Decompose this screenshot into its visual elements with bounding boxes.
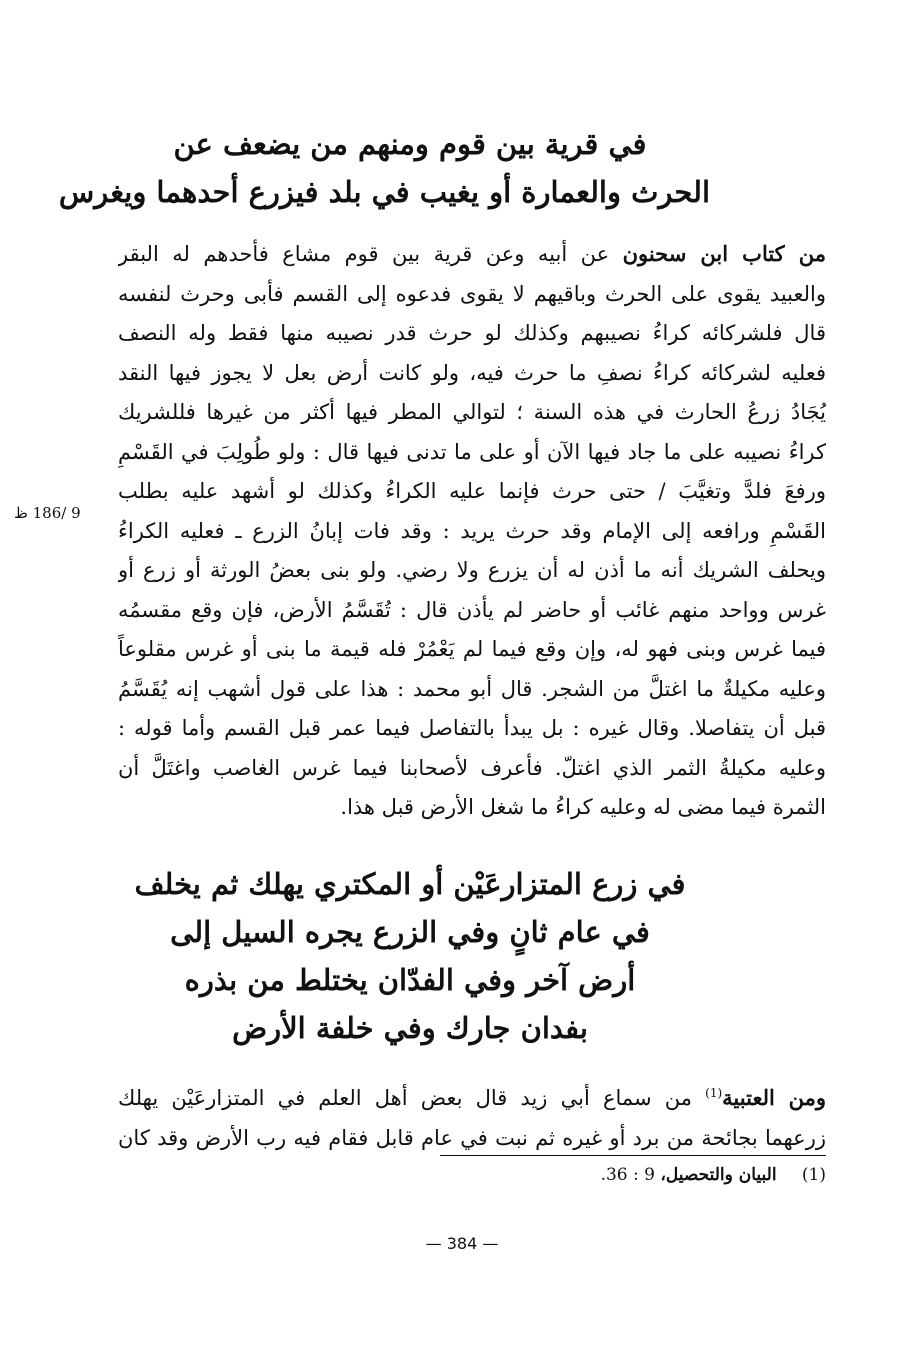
paragraph-line: فيما غرس وبنى فهو له، وإن وقع فيما لم يَعْمُرْ فله قيمة ما بنى أو غرس مقلوعاً xyxy=(118,637,826,661)
paragraph-line: يُجَادُ زرعُ الحارث في هذه السنة ؛ لتوالي المطر فيها أكثر من غيرها فللشريك xyxy=(118,400,826,424)
footnote-source: البيان والتحصيل، xyxy=(660,1165,777,1185)
heading-line: في عام ثانٍ وفي الزرع يجره السيل إلى xyxy=(170,915,650,949)
paragraph-line: وعليه مكيلةُ الثمر الذي اغتلّ. فأعرف لأصحابنا فيما غرس الغاصب واغتَلَّ أن xyxy=(118,755,826,780)
paragraph-line: غرس وواحد منهم غائب أو حاضر لم يأذن قال : تُقَسَّمُ الأرض، فإن وقع مقسمُه xyxy=(118,597,826,622)
source-label: من كتاب ابن سحنون xyxy=(622,241,826,266)
heading-line: أرض آخر وفي الفدّان يختلط من بذره xyxy=(184,963,636,997)
footnote xyxy=(440,1160,826,1190)
section-heading-1 xyxy=(58,120,710,216)
paragraph-1 xyxy=(118,234,826,828)
footnote-ref: (1) xyxy=(705,1086,723,1100)
heading-line: في قرية بين قوم ومنهم من يضعف عن xyxy=(173,127,647,161)
paragraph-line: الثمرة فيما مضى له وعليه كراءُ ما شغل الأرض قبل هذا. xyxy=(340,795,826,819)
paragraph-line: قال فلشركائه كراءُ نصيبهم وكذلك لو حرث قدر نصيبه منها فقط وله النصف xyxy=(118,321,826,345)
source-label: ومن العتبية xyxy=(722,1085,826,1110)
section-heading-2 xyxy=(110,860,710,1052)
paragraph-line: فعليه لشركائه كراءُ نصفِ ما حرث فيه، ولو كانت أرض بعل لا يجوز فيها النقد xyxy=(118,360,826,385)
footnote-divider xyxy=(440,1155,826,1156)
paragraph-line: كراءُ نصيبه على ما جاد فيها الآن أو على ما تدنى فيها قال : ولو طُولِبَ في القَسْمِ xyxy=(118,439,826,464)
paragraph-line: القَسْمِ ورافعه إلى الإمام وقد حرث يريد : وقد فات إبانُ الزرع ـ فعليه الكراءُ xyxy=(118,518,826,543)
paragraph-line: ويحلف الشريك أنه ما أذن له أن يزرع ولا رضي. ولو بنى بعضُ الورثة أو زرع أو xyxy=(118,558,826,582)
footnote-reference: 9 : 36. xyxy=(600,1165,655,1185)
paragraph-line xyxy=(118,1074,826,1119)
paragraph-line: ورفعَ فلدَّ وتغيَّبَ / حتى حرث فإنما عليه الكراءُ وكذلك لو أشهد عليه بطلب xyxy=(118,479,826,503)
heading-line: الحرث والعمارة أو يغيب في بلد فيزرع أحدهما ويغرس xyxy=(58,175,710,209)
paragraph-2 xyxy=(118,1074,826,1158)
page-number: — 384 — xyxy=(425,1234,499,1253)
line-text: عن أبيه وعن قرية بين قوم مشاع فأحدهم له البقر xyxy=(118,242,610,266)
heading-line: بفدان جارك وفي خلفة الأرض xyxy=(232,1011,588,1045)
line-text: من سماع أبي زيد قال بعض أهل العلم في المتزارعَيْن يهلك xyxy=(118,1086,692,1110)
manuscript-folio-note: 9 /186 ظ xyxy=(14,504,81,522)
footnote-number: (1) xyxy=(801,1165,826,1185)
paragraph-line: والعبيد يقوى على الحرث وباقيهم لا يقوى فدعوه إلى القسم فأبى وحرث لنفسه xyxy=(118,281,826,306)
paragraph-line: قبل أن يتفاصلا. وقال غيره : بل يبدأ بالتفاصل فيما عمر قبل القسم وأما قوله : xyxy=(118,716,826,740)
paragraph-line: زرعهما بجائحة من برد أو غيره ثم نبت في عام قابل فقام فيه رب الأرض وقد كان xyxy=(118,1125,826,1150)
paragraph-line xyxy=(118,234,826,275)
heading-line: في زرع المتزارعَيْن أو المكتري يهلك ثم يخلف xyxy=(134,867,686,901)
paragraph-line: وعليه مكيلةٌ ما اغتلَّ من الشجر. قال أبو محمد : هذا على قول أشهب إنه يُقَسَّمُ xyxy=(118,676,826,701)
